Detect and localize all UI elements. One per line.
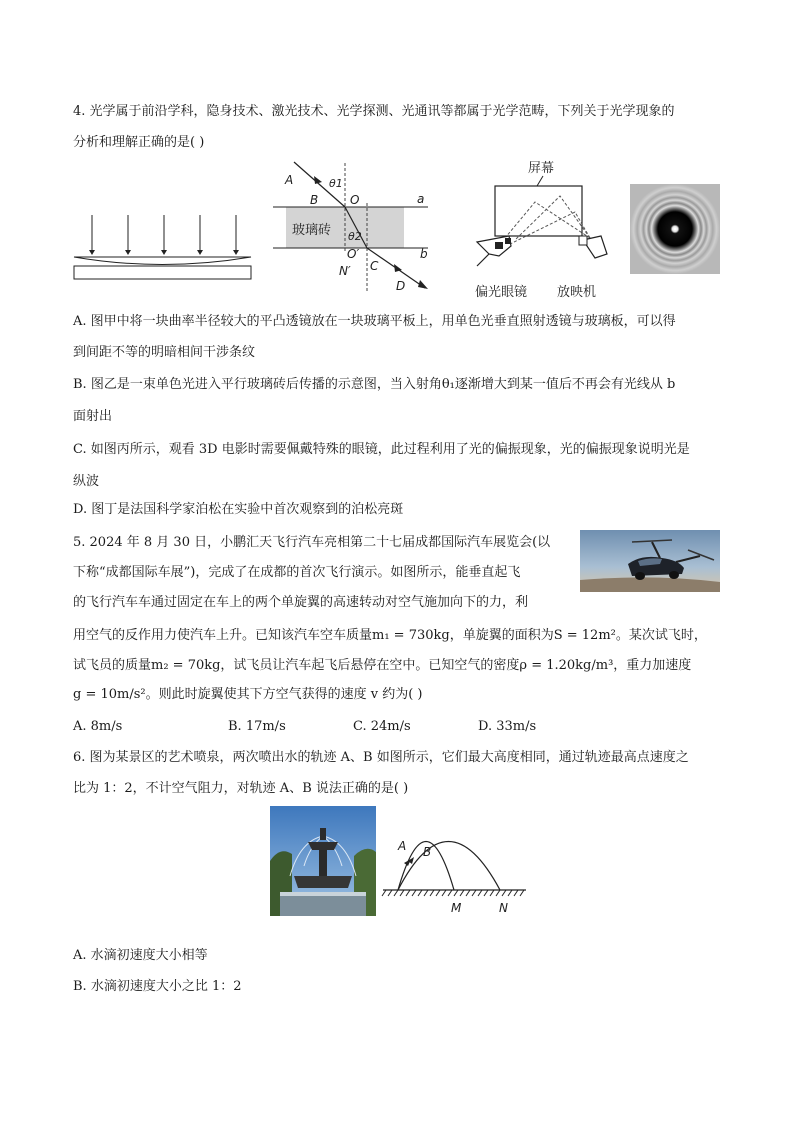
- q4-option-c-line1: C. 如图丙所示，观看 3D 电影时需要佩戴特殊的眼镜，此过程利用了光的偏振现象，光的偏振现象说明光是: [73, 442, 690, 457]
- figure-yi-glass-brick: [270, 158, 440, 300]
- q5-line3: 的飞行汽车车通过固定在车上的两个单旋翼的高速转动对空气施加向下的力，利: [73, 595, 529, 610]
- flying-car-photo: [580, 530, 720, 592]
- fig-yi-label-glass: 玻璃砖: [292, 223, 332, 238]
- q4-option-c-line2: 纵波: [73, 474, 100, 489]
- trajectory-diagram: [378, 820, 533, 920]
- fig-yi-label-a: a: [417, 192, 425, 206]
- figure-ding-poisson-spot: [630, 184, 720, 274]
- q6-option-b[interactable]: B. 水滴初速度大小之比 1：2: [73, 979, 242, 994]
- fig-yi-label-N2: N′: [339, 264, 351, 278]
- fountain-photo: [270, 806, 376, 916]
- fig-bing-label-screen: 屏幕: [528, 161, 555, 176]
- q5-options: [73, 718, 723, 736]
- fig-yi-label-b: b: [420, 247, 428, 261]
- q5-option-d[interactable]: D. 33m/s: [478, 719, 537, 734]
- q5-line5: 试飞员的质量m₂ = 70kg，试飞员让汽车起飞后悬停在空中。已知空气的密度ρ = 1.20kg/m³，重力加速度: [73, 658, 692, 673]
- fig-yi-label-C: C: [370, 259, 379, 273]
- q4-stem-line2: 分析和理解正确的是( ): [73, 135, 205, 150]
- fig-yi-label-theta2: θ2: [348, 230, 362, 243]
- fig-yi-label-O: O: [350, 193, 360, 207]
- q4-option-a-line1: A. 图甲中将一块曲率半径较大的平凸透镜放在一块玻璃平板上，用单色光垂直照射透镜与玻璃板，可以得: [73, 314, 676, 329]
- fig-yi-label-theta1: θ1: [329, 177, 343, 190]
- fig-yi-label-A: A: [285, 173, 294, 187]
- q6-option-a[interactable]: A. 水滴初速度大小相等: [73, 948, 208, 963]
- figure-jia-lens-interference: [70, 210, 255, 285]
- q5-line6: g = 10m/s²。则此时旋翼使其下方空气获得的速度 v 约为( ): [73, 687, 423, 702]
- fig-yi-label-O2: O′: [347, 247, 360, 261]
- q4-stem-line1: 4. 光学属于前沿学科，隐身技术、激光技术、光学探测、光通讯等都属于光学范畴，下列关于光学现象的: [73, 104, 675, 119]
- q6-line2: 比为 1：2，不计空气阻力，对轨迹 A、B 说法正确的是( ): [73, 781, 409, 796]
- q4-option-a-line2: 到间距不等的明暗相间干涉条纹: [73, 345, 256, 360]
- q5-option-b[interactable]: B. 17m/s: [228, 719, 286, 734]
- trajectory-b: [398, 842, 500, 891]
- fig-q6-label-A: A: [398, 839, 407, 853]
- q5-option-a[interactable]: A. 8m/s: [73, 719, 123, 734]
- fig-bing-label-projector: 放映机: [557, 285, 597, 300]
- q4-option-b-line1: B. 图乙是一束单色光进入平行玻璃砖后传播的示意图，当入射角θ₁逐渐增大到某一值后不再会有光线从 b: [73, 377, 676, 392]
- fig-q6-label-N: N: [499, 901, 508, 915]
- q5-line4: 用空气的反作用力使汽车上升。已知该汽车空车质量m₁ = 730kg，单旋翼的面积为S = 12m²。某次试飞时，: [73, 628, 707, 643]
- fig-q6-label-B: B: [423, 845, 432, 859]
- figure-bing-3d-cinema: [465, 158, 620, 300]
- q4-option-b-line2: 面射出: [73, 409, 113, 424]
- fig-yi-label-B: B: [310, 193, 319, 207]
- q6-line1: 6. 图为某景区的艺术喷泉，两次喷出水的轨迹 A、B 如图所示，它们最大高度相同，通过轨迹最高点速度之: [73, 750, 689, 765]
- q4-option-d-line1: D. 图丁是法国科学家泊松在实验中首次观察到的泊松亮斑: [73, 502, 404, 517]
- q5-option-c[interactable]: C. 24m/s: [353, 719, 411, 734]
- q5-line2: 下称“成都国际车展”)，完成了在成都的首次飞行演示。如图所示，能垂直起飞: [73, 565, 521, 580]
- fig-q6-label-M: M: [451, 901, 462, 915]
- q5-line1: 5. 2024 年 8 月 30 日，小鹏汇天飞行汽车亮相第二十七届成都国际汽车展览会(以: [73, 535, 551, 550]
- fig-yi-label-D: D: [396, 279, 406, 293]
- fig-bing-label-glasses: 偏光眼镜: [475, 285, 528, 300]
